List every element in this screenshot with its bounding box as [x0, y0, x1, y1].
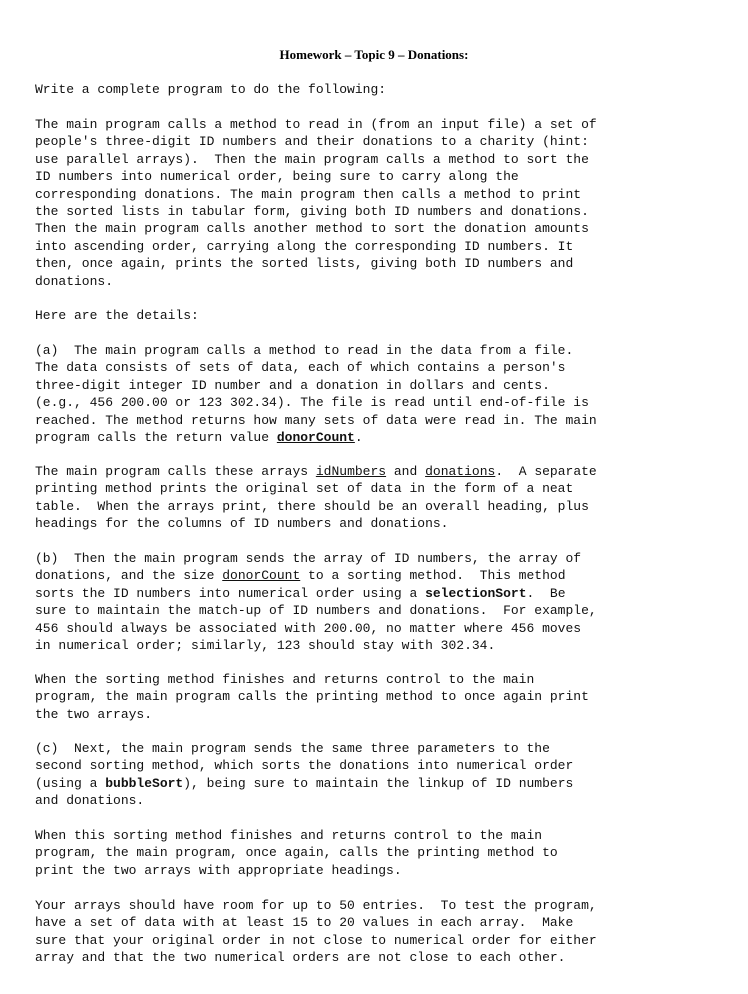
- text-line: sure that your original order in not close to numerical order for either: [35, 932, 597, 948]
- page-title: Homework – Topic 9 – Donations:: [279, 47, 469, 62]
- text-line: sure to maintain the match-up of ID numbers and donations. For example,: [35, 603, 597, 619]
- text-segment: ), being sure to maintain the linkup of ID numbers: [183, 775, 574, 791]
- text-line: the two arrays.: [35, 706, 153, 722]
- text-segment: donations, and the size: [35, 568, 223, 584]
- part-c-paragraph: [35, 740, 740, 810]
- text-segment: to a sorting method. This method: [300, 568, 566, 584]
- text-segment: . A separate: [495, 464, 597, 479]
- text-line: corresponding donations. The main program then calls a method to print: [35, 186, 582, 202]
- text-line: (a) The main program calls a method to read in the data from a file.: [35, 343, 574, 358]
- after-second-sort-paragraph: [35, 827, 740, 879]
- text-segment: (using a: [35, 775, 106, 791]
- text-line: 456 should always be associated with 200.00, no matter where 456 moves: [35, 620, 582, 636]
- text-line: reached. The method returns how many sets of data were read in. The main: [35, 412, 597, 428]
- text-line: donations.: [35, 273, 114, 289]
- after-sort-paragraph: [35, 671, 740, 723]
- donations-term: donations: [425, 464, 496, 479]
- text-line: program, the main program, once again, calls the printing method to: [35, 845, 558, 861]
- text-line: print the two arrays with appropriate headings.: [35, 862, 402, 878]
- text-segment: The main program calls these arrays: [35, 464, 316, 479]
- arrays-paragraph: [35, 463, 740, 533]
- part-b-paragraph: [35, 550, 740, 654]
- main-paragraph: [35, 116, 740, 290]
- text-line: then, once again, prints the sorted lists, giving both ID numbers and: [35, 256, 574, 272]
- text-line: Your arrays should have room for up to 50 entries. To test the program,: [35, 898, 597, 913]
- text-line: into ascending order, carrying along the corresponding ID numbers. It: [35, 238, 574, 254]
- text-line: When this sorting method finishes and returns control to the main: [35, 828, 543, 843]
- text-line: array and that the two numerical orders are not close to each other.: [35, 950, 566, 966]
- intro-text: Write a complete program to do the following:: [35, 82, 387, 97]
- text-line: people's three-digit ID numbers and their donations to a charity (hint:: [35, 134, 589, 150]
- text-line: When the sorting method finishes and returns control to the main: [35, 672, 535, 687]
- text-line: (b) Then the main program sends the array of ID numbers, the array of: [35, 551, 582, 566]
- text-line: The data consists of sets of data, each of which contains a person's: [35, 360, 566, 376]
- text-line: Then the main program calls another method to sort the donation amounts: [35, 221, 589, 237]
- text-line: ID numbers into numerical order, being sure to carry along the: [35, 169, 519, 185]
- text-segment: and: [386, 464, 426, 479]
- final-paragraph: [35, 897, 740, 967]
- text-line: program calls the return value: [35, 430, 277, 446]
- donor-count-term: donorCount: [222, 568, 301, 584]
- details-heading: Here are the details:: [35, 308, 199, 323]
- text-line: in numerical order; similarly, 123 should stay with 302.34.: [35, 638, 496, 654]
- text-line: headings for the columns of ID numbers and donations.: [35, 516, 449, 532]
- bubble-sort-term: bubbleSort: [105, 775, 184, 791]
- text-line: printing method prints the original set of data in the form of a neat: [35, 481, 574, 497]
- text-line: The main program calls a method to read in (from an input file) a set of: [35, 117, 597, 132]
- text-line: second sorting method, which sorts the donations into numerical order: [35, 758, 574, 774]
- id-numbers-term: idNumbers: [315, 464, 387, 479]
- text-line: table. When the arrays print, there should be an overall heading, plus: [35, 498, 589, 514]
- punctuation: .: [354, 430, 363, 446]
- part-a-paragraph: [35, 342, 740, 446]
- text-line: use parallel arrays). Then the main program calls a method to sort the: [35, 151, 589, 167]
- text-line: have a set of data with at least 15 to 20 values in each array. Make: [35, 915, 574, 931]
- text-segment: . Be: [526, 585, 566, 601]
- text-segment: sorts the ID numbers into numerical order using a: [35, 585, 426, 601]
- text-line: program, the main program calls the printing method to once again print: [35, 689, 589, 705]
- text-line: the sorted lists in tabular form, giving both ID numbers and donations.: [35, 204, 589, 220]
- text-line: (c) Next, the main program sends the same three parameters to the: [35, 741, 550, 756]
- text-line: and donations.: [35, 793, 145, 809]
- selection-sort-term: selectionSort: [425, 585, 527, 601]
- donor-count-term: donorCount: [276, 430, 355, 446]
- text-line: (e.g., 456 200.00 or 123 302.34). The file is read until end-of-file is: [35, 395, 589, 411]
- text-line: three-digit integer ID number and a donation in dollars and cents.: [35, 377, 550, 393]
